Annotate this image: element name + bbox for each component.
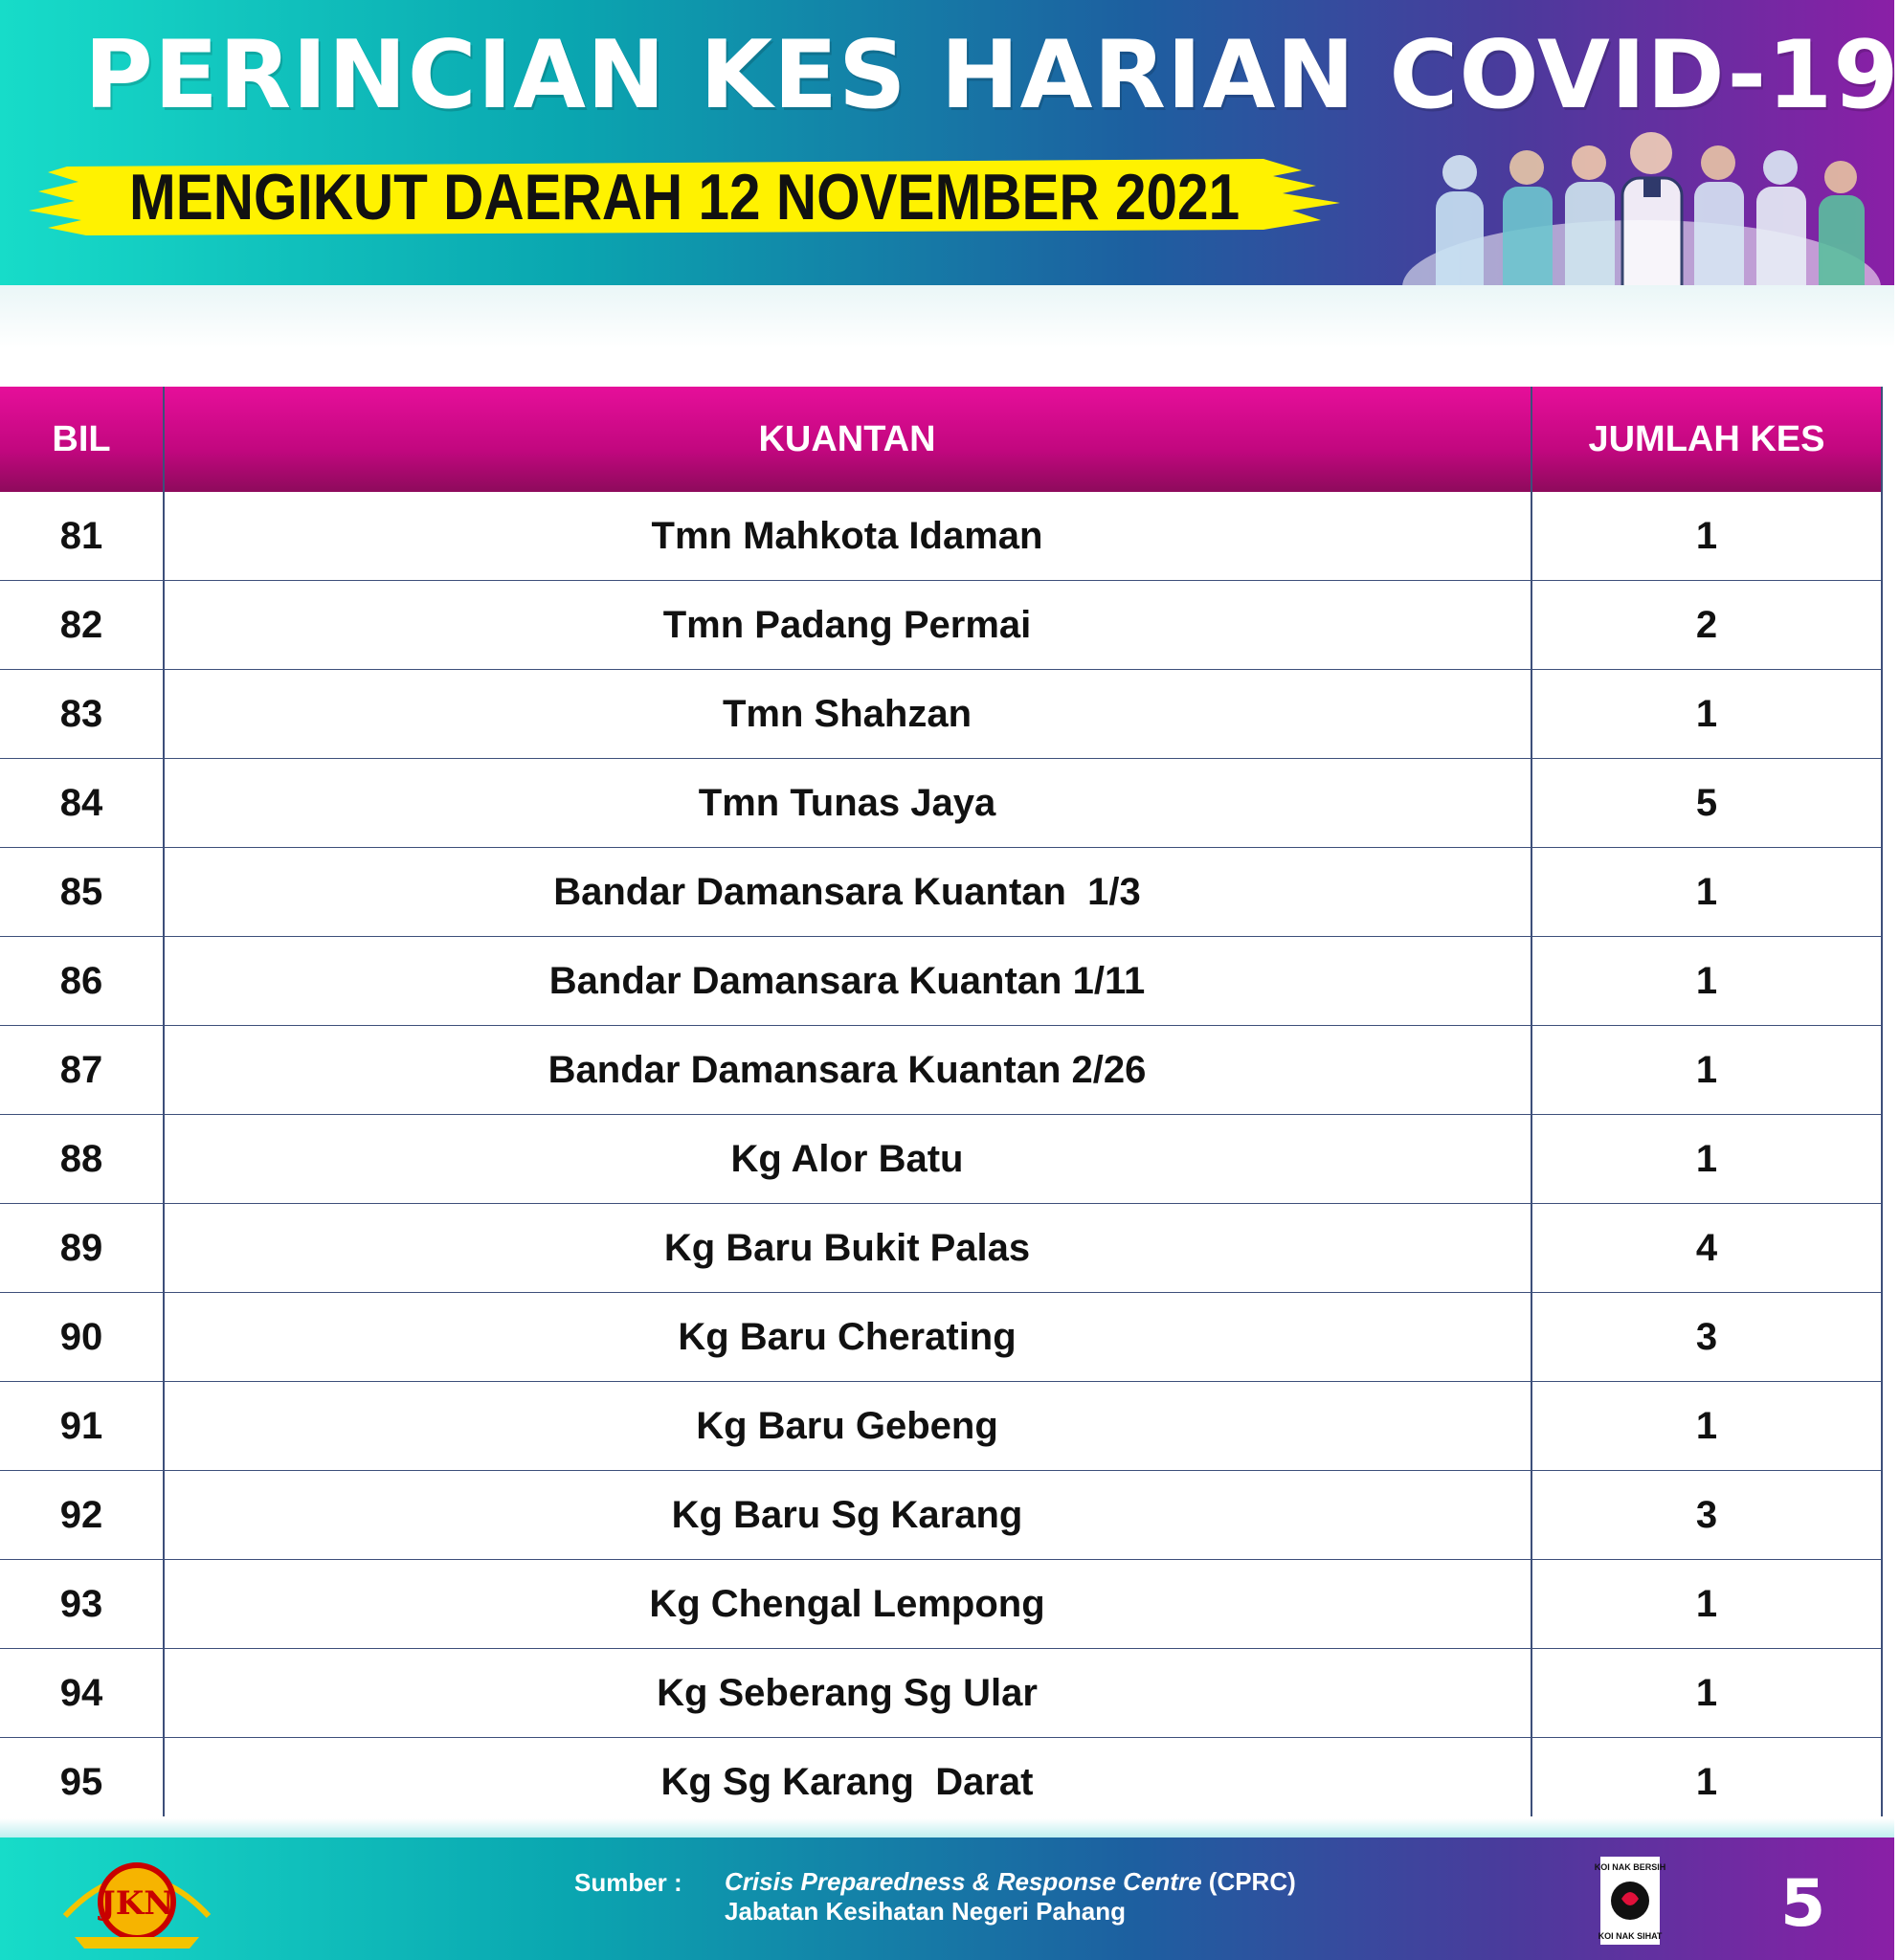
row-bil: 85 <box>59 870 103 913</box>
table-row <box>0 581 1882 670</box>
row-cases: 1 <box>1695 514 1718 557</box>
column-divider <box>1881 387 1883 1816</box>
row-location: Tmn Shahzan <box>722 692 972 735</box>
source-org-name: Crisis Preparedness & Response Centre <box>725 1867 1202 1896</box>
column-header-bil: BIL <box>52 418 111 459</box>
page-title: PERINCIAN KES HARIAN COVID-19 <box>84 21 1900 130</box>
row-cases: 1 <box>1695 1137 1718 1180</box>
table-header <box>0 387 1882 492</box>
column-divider <box>163 387 165 1816</box>
row-cases: 1 <box>1695 1048 1718 1091</box>
table-row <box>0 1115 1882 1204</box>
table-row <box>0 759 1882 848</box>
row-cases: 4 <box>1695 1226 1718 1269</box>
table-row <box>0 1471 1882 1560</box>
row-cases: 1 <box>1695 692 1718 735</box>
column-header-total: JUMLAH KES <box>1588 418 1825 459</box>
row-location: Kg Baru Gebeng <box>696 1404 998 1447</box>
row-cases: 1 <box>1695 1582 1718 1625</box>
row-location: Bandar Damansara Kuantan 1/11 <box>548 959 1146 1002</box>
table-row <box>0 1204 1882 1293</box>
subtitle-text: MENGIKUT DAERAH 12 NOVEMBER 2021 <box>129 161 1241 234</box>
koi-logo-bottom-text: KOI NAK SIHAT <box>1598 1931 1663 1941</box>
column-header-district: KUANTAN <box>758 418 936 459</box>
row-bil: 90 <box>59 1315 103 1358</box>
source-department: Jabatan Kesihatan Negeri Pahang <box>725 1897 1127 1926</box>
header-fade <box>0 285 1894 390</box>
table-row <box>0 1026 1882 1115</box>
row-bil: 81 <box>59 514 103 557</box>
page-number: 5 <box>1780 1866 1826 1942</box>
row-bil: 93 <box>59 1582 103 1625</box>
row-cases: 5 <box>1695 781 1718 824</box>
row-location: Kg Sg Karang Darat <box>660 1760 1034 1803</box>
row-location: Kg Baru Cherating <box>678 1315 1017 1358</box>
row-cases: 1 <box>1695 1671 1718 1714</box>
row-cases: 3 <box>1695 1315 1718 1358</box>
table-row <box>0 1293 1882 1382</box>
table-body <box>0 492 1882 1827</box>
source-org-abbr: (CPRC) <box>1208 1867 1296 1896</box>
row-bil: 82 <box>59 603 103 646</box>
row-bil: 95 <box>59 1760 103 1803</box>
source-label: Sumber : <box>574 1868 682 1897</box>
row-location: Kg Baru Bukit Palas <box>663 1226 1031 1269</box>
column-divider <box>1531 387 1532 1816</box>
row-cases: 1 <box>1695 1404 1718 1447</box>
row-cases: 2 <box>1695 603 1718 646</box>
row-bil: 83 <box>59 692 103 735</box>
jkn-pahang-logo <box>56 1849 218 1954</box>
row-bil: 88 <box>59 1137 103 1180</box>
row-bil: 89 <box>59 1226 103 1269</box>
row-location: Tmn Padang Permai <box>662 603 1032 646</box>
row-bil: 86 <box>59 959 103 1002</box>
row-location: Kg Baru Sg Karang <box>671 1493 1023 1536</box>
table-row <box>0 937 1882 1026</box>
row-bil: 87 <box>59 1048 103 1091</box>
jkn-logo-text: JKN <box>100 1884 174 1923</box>
table-row <box>0 670 1882 759</box>
row-location: Kg Seberang Sg Ular <box>657 1671 1038 1714</box>
row-location: Bandar Damansara Kuantan 2/26 <box>548 1048 1147 1091</box>
subtitle-banner <box>29 153 1350 241</box>
table-row <box>0 1560 1882 1649</box>
source-organization <box>725 1867 1296 1897</box>
row-bil: 91 <box>59 1404 103 1447</box>
table-row <box>0 1649 1882 1738</box>
koi-nak-sihat-logo <box>1594 1857 1666 1945</box>
table-row <box>0 1738 1882 1827</box>
row-location: Kg Alor Batu <box>730 1137 964 1180</box>
koi-logo-top-text: KOI NAK BERSIH <box>1594 1862 1666 1872</box>
row-location: Tmn Tunas Jaya <box>698 781 996 824</box>
row-location: Tmn Mahkota Idaman <box>651 514 1043 557</box>
row-location: Bandar Damansara Kuantan 1/3 <box>553 870 1141 913</box>
table-row <box>0 492 1882 581</box>
row-bil: 92 <box>59 1493 103 1536</box>
row-location: Kg Chengal Lempong <box>649 1582 1045 1625</box>
row-cases: 1 <box>1695 1760 1718 1803</box>
row-cases: 3 <box>1695 1493 1718 1536</box>
table-row <box>0 1382 1882 1471</box>
header-banner <box>0 0 1900 285</box>
footer-strip <box>0 1818 1894 1838</box>
row-cases: 1 <box>1695 870 1718 913</box>
row-bil: 94 <box>59 1671 103 1714</box>
row-bil: 84 <box>59 781 103 824</box>
table-row <box>0 848 1882 937</box>
row-cases: 1 <box>1695 959 1718 1002</box>
